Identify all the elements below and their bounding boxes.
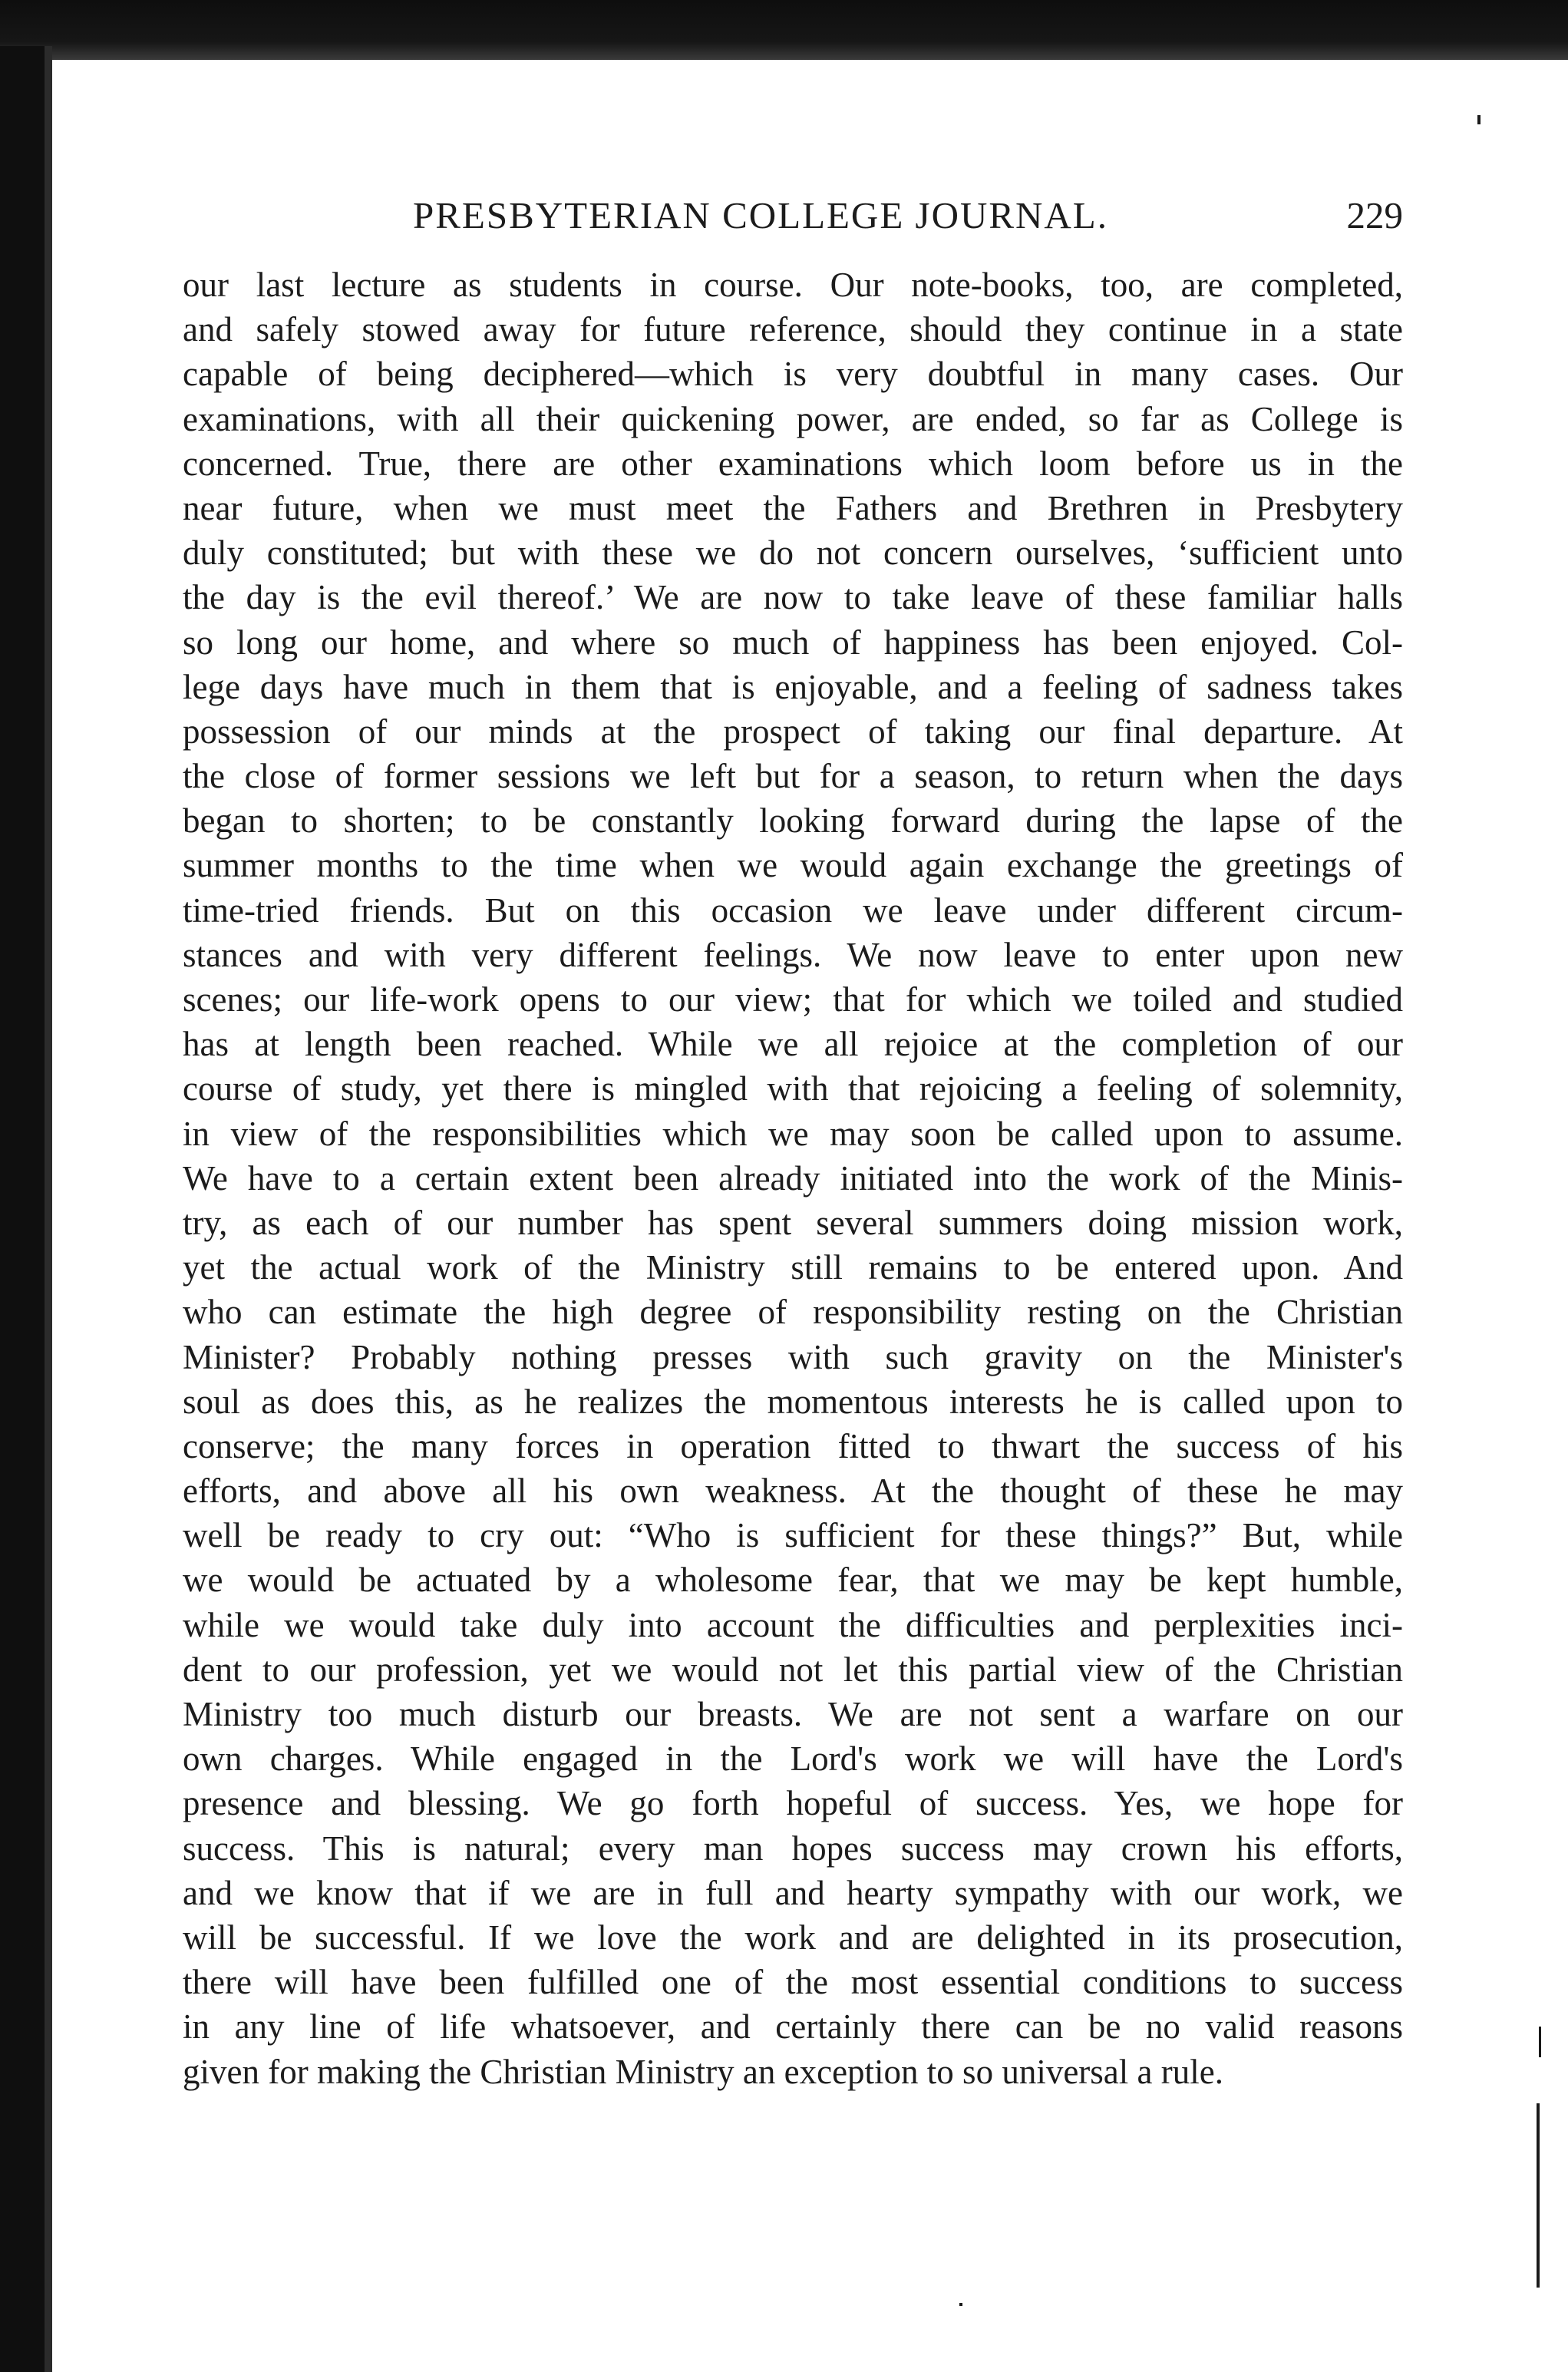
text-line: stances and with very different feelings. We now leave to enter upon new <box>183 935 1403 974</box>
scan-speck <box>1477 115 1481 124</box>
text-line: possession of our minds at the prospect of taking our final departure. At <box>183 712 1403 751</box>
text-line: summer months to the time when we would again exchange the greetings of <box>183 846 1403 885</box>
text-line: efforts, and above all his own weakness. At the thought of these he may <box>183 1472 1403 1511</box>
text-line: duly constituted; but with these we do not concern ourselves, ‘sufficient unto <box>183 534 1403 573</box>
text-line: in any line of life whatsoever, and certainly there can be no valid reasons <box>183 2007 1403 2047</box>
text-line: soul as does this, as he realizes the momentous interests he is called upon to <box>183 1382 1403 1421</box>
text-line: has at length been reached. While we all rejoice at the completion of our <box>183 1025 1403 1064</box>
text-line: try, as each of our number has spent several summers doing mission work, <box>183 1203 1403 1242</box>
text-line: while we would take duly into account the difficulties and perplexities inci- <box>183 1605 1403 1644</box>
scan-speck <box>1539 2027 1541 2057</box>
text-line: and we know that if we are in full and hearty sympathy with our work, we <box>183 1873 1403 1912</box>
text-line: near future, when we must meet the Fathers and Brethren in Presbytery <box>183 488 1403 527</box>
text-line: dent to our profession, yet we would not let this partial view of the Christian <box>183 1650 1403 1689</box>
text-line: Minister? Probably nothing presses with such gravity on the Minister's <box>183 1337 1403 1376</box>
text-line: success. This is natural; every man hopes success may crown his efforts, <box>183 1829 1403 1868</box>
text-line: so long our home, and where so much of happiness has been enjoyed. Col- <box>183 623 1403 662</box>
text-line: Ministry too much disturb our breasts. We are not sent a warfare on our <box>183 1695 1403 1733</box>
text-line: time-tried friends. But on this occasion we leave under different circum- <box>183 890 1403 930</box>
page-number: 229 <box>1346 194 1403 236</box>
text-line: own charges. While engaged in the Lord's work we will have the Lord's <box>183 1739 1403 1779</box>
text-line: yet the actual work of the Ministry still remains to be entered upon. And <box>183 1248 1403 1287</box>
text-line: course of study, yet there is mingled with that rejoicing a feeling of solemnity, <box>183 1069 1403 1108</box>
text-line: who can estimate the high degree of responsibility resting on the Christian <box>183 1293 1403 1332</box>
scan-top-edge <box>0 0 1568 60</box>
text-line: the close of former sessions we left but for a season, to return when the days <box>183 757 1403 796</box>
scan-speck <box>1537 2103 1540 2288</box>
scan-speck <box>959 2303 962 2306</box>
text-line: conserve; the many forces in operation fitted to thwart the success of his <box>183 1426 1403 1465</box>
text-line: there will have been fulfilled one of the most essential conditions to success <box>183 1963 1403 2002</box>
article-body <box>183 263 1403 2094</box>
text-line: lege days have much in them that is enjoyable, and a feeling of sadness takes <box>183 667 1403 706</box>
text-line: We have to a certain extent been already initiated into the work of the Minis- <box>183 1158 1403 1198</box>
text-line: concerned. True, there are other examinations which loom before us in the <box>183 444 1403 483</box>
text-line: presence and blessing. We go forth hopeful of success. Yes, we hope for <box>183 1784 1403 1823</box>
text-line: well be ready to cry out: “Who is sufficient for these things?” But, while <box>183 1516 1403 1555</box>
text-line: our last lecture as students in course. Our note-books, too, are completed, <box>183 266 1403 304</box>
page-header <box>183 193 1403 247</box>
text-line: capable of being deciphered—which is very doubtful in many cases. Our <box>183 355 1403 394</box>
text-line: and safely stowed away for future reference, should they continue in a state <box>183 310 1403 349</box>
text-line: began to shorten; to be constantly looking forward during the lapse of the <box>183 801 1403 841</box>
text-line: examinations, with all their quickening power, are ended, so far as College is <box>183 399 1403 438</box>
text-line: the day is the evil thereof.’ We are now to take leave of these familiar halls <box>183 578 1403 617</box>
text-line: given for making the Christian Ministry an exception to so universal a rule. <box>183 2052 1223 2091</box>
text-line: scenes; our life-work opens to our view; that for which we toiled and studied <box>183 980 1403 1019</box>
text-line: in view of the responsibilities which we may soon be called upon to assume. <box>183 1114 1403 1153</box>
running-title: PRESBYTERIAN COLLEGE JOURNAL. <box>413 194 1108 236</box>
text-line: will be successful. If we love the work and are delighted in its prosecution, <box>183 1918 1403 1957</box>
scan-left-edge-shadow <box>45 46 52 2372</box>
text-line: we would be actuated by a wholesome fear, that we may be kept humble, <box>183 1561 1403 1600</box>
